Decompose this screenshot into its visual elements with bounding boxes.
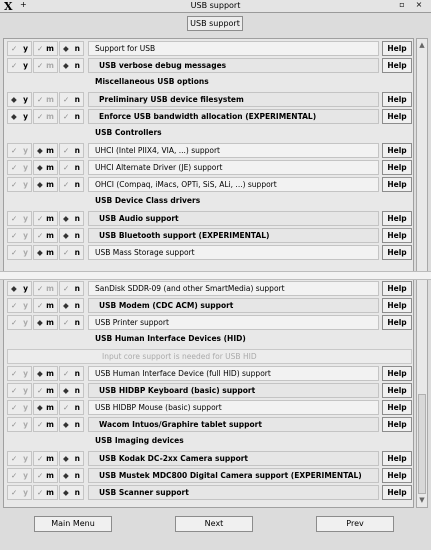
tristate-n-label: n (74, 454, 80, 463)
next-button[interactable]: Next (175, 516, 253, 532)
tear-separator (0, 271, 431, 280)
option-label-text: USB Scanner support (99, 488, 189, 497)
help-button[interactable]: Help (382, 228, 412, 243)
option-row (4, 348, 413, 365)
option-label (88, 211, 379, 226)
tristate-n-radio[interactable] (59, 92, 84, 107)
tristate-m-radio[interactable] (33, 315, 58, 330)
close-icon[interactable]: × (415, 0, 423, 9)
check-icon: ✓ (37, 61, 44, 70)
tristate-n-radio[interactable] (59, 451, 84, 466)
tristate-y-label: y (23, 369, 28, 378)
check-icon: ✓ (37, 284, 44, 293)
option-label (88, 315, 379, 330)
check-icon: ✓ (11, 318, 18, 327)
check-icon: ✓ (37, 231, 44, 240)
tristate-n-radio[interactable] (59, 177, 84, 192)
tristate-m-label: m (46, 386, 54, 395)
tristate-m-label: m (46, 146, 54, 155)
tristate-m-radio[interactable] (33, 468, 58, 483)
tristate-n-label: n (74, 403, 80, 412)
help-button[interactable]: Help (382, 298, 412, 313)
main-menu-button[interactable]: Main Menu (34, 516, 112, 532)
tristate-m-label: m (46, 284, 54, 293)
option-row (4, 244, 413, 261)
tristate-n-radio[interactable] (59, 400, 84, 415)
option-row (4, 399, 413, 416)
tristate-m-radio[interactable] (33, 485, 58, 500)
tristate-n-label: n (74, 231, 80, 240)
check-icon: ✓ (37, 112, 44, 121)
tristate-m-radio (33, 58, 58, 73)
tristate-n-label: n (74, 146, 80, 155)
option-label-text: UHCI (Intel PIIX4, VIA, ...) support (95, 146, 220, 155)
tristate-m-radio (33, 92, 58, 107)
option-label-text: Support for USB (95, 44, 156, 53)
diamond-filled-icon: ◆ (11, 95, 17, 104)
tristate-m-label: m (46, 369, 54, 378)
tristate-m-radio[interactable] (33, 41, 58, 56)
tristate-n-label: n (74, 214, 80, 223)
option-row (4, 40, 413, 57)
option-row (4, 159, 413, 176)
x-logo-icon[interactable]: X (4, 0, 13, 13)
check-icon: ✓ (11, 454, 18, 463)
check-icon: ✓ (63, 284, 70, 293)
tristate-m-label: m (46, 454, 54, 463)
tristate-n-radio[interactable] (59, 281, 84, 296)
tristate-n-label: n (74, 61, 80, 70)
option-label (88, 298, 379, 313)
option-row (4, 142, 413, 159)
option-label (88, 58, 379, 73)
option-label-text: USB Printer support (95, 318, 169, 327)
tristate-m-label: m (46, 61, 54, 70)
pin-icon[interactable]: + (20, 0, 27, 9)
option-label-text: USB verbose debug messages (99, 61, 227, 70)
tristate-n-radio[interactable] (59, 417, 84, 432)
section-heading[interactable] (7, 126, 379, 141)
tristate-y-label: y (23, 454, 28, 463)
check-icon: ✓ (11, 369, 18, 378)
tristate-m-radio[interactable] (33, 143, 58, 158)
diamond-filled-icon: ◆ (37, 403, 43, 412)
tristate-m-radio[interactable] (33, 366, 58, 381)
diamond-filled-icon: ◆ (37, 163, 43, 172)
check-icon: ✓ (11, 420, 18, 429)
section-heading-text: USB Controllers (95, 128, 162, 137)
option-row (4, 280, 413, 297)
option-label (88, 451, 379, 466)
help-button[interactable]: Help (382, 211, 412, 226)
check-icon: ✓ (37, 386, 44, 395)
tristate-y-radio (7, 383, 32, 398)
help-button[interactable]: Help (382, 41, 412, 56)
tristate-n-label: n (74, 318, 80, 327)
tristate-m-radio[interactable] (33, 298, 58, 313)
diamond-filled-icon: ◆ (63, 454, 69, 463)
tristate-y-label: y (23, 248, 28, 257)
tristate-n-radio[interactable] (59, 383, 84, 398)
tristate-y-radio (7, 160, 32, 175)
diamond-filled-icon: ◆ (63, 231, 69, 240)
tristate-y-radio (7, 143, 32, 158)
minimize-icon[interactable]: ▫ (399, 0, 405, 9)
check-icon: ✓ (63, 403, 70, 412)
diamond-filled-icon: ◆ (37, 180, 43, 189)
tristate-m-radio[interactable] (33, 228, 58, 243)
tristate-y-label: y (23, 95, 28, 104)
tristate-m-radio[interactable] (33, 160, 58, 175)
option-label (88, 383, 379, 398)
option-label-text: OHCI (Compaq, iMacs, OPTi, SiS, ALi, ...) support (95, 180, 277, 189)
tristate-m-label: m (46, 471, 54, 480)
tristate-m-label: m (46, 318, 54, 327)
check-icon: ✓ (11, 471, 18, 480)
help-button[interactable]: Help (382, 451, 412, 466)
help-button[interactable]: Help (382, 400, 412, 415)
option-label (88, 41, 379, 56)
check-icon: ✓ (11, 180, 18, 189)
check-icon: ✓ (37, 488, 44, 497)
tristate-n-radio[interactable] (59, 298, 84, 313)
tristate-m-label: m (46, 488, 54, 497)
option-label-text: USB Mass Storage support (95, 248, 195, 257)
check-icon: ✓ (11, 301, 18, 310)
help-button[interactable]: Help (382, 160, 412, 175)
help-button[interactable]: Help (382, 143, 412, 158)
option-row (4, 108, 413, 125)
option-label-text: USB Bluetooth support (EXPERIMENTAL) (99, 231, 270, 240)
option-label-text: Preliminary USB device filesystem (99, 95, 244, 104)
tristate-y-radio (7, 485, 32, 500)
section-heading-text: USB Device Class drivers (95, 196, 201, 205)
tristate-y-radio (7, 228, 32, 243)
tristate-m-label: m (46, 112, 54, 121)
check-icon: ✓ (37, 44, 44, 53)
option-row (4, 91, 413, 108)
option-label-text: USB Modem (CDC ACM) support (99, 301, 234, 310)
option-label (88, 281, 379, 296)
check-icon: ✓ (63, 146, 70, 155)
disabled-note (7, 349, 412, 364)
tristate-y-radio (7, 417, 32, 432)
tristate-n-label: n (74, 471, 80, 480)
help-button[interactable]: Help (382, 92, 412, 107)
option-label-text: USB HIDBP Mouse (basic) support (95, 403, 222, 412)
tristate-y-label: y (23, 231, 28, 240)
check-icon: ✓ (37, 471, 44, 480)
tristate-m-label: m (46, 403, 54, 412)
tristate-m-radio[interactable] (33, 451, 58, 466)
tristate-m-radio[interactable] (33, 383, 58, 398)
diamond-filled-icon: ◆ (63, 488, 69, 497)
check-icon: ✓ (11, 488, 18, 497)
tristate-y-label: y (23, 403, 28, 412)
tristate-n-label: n (74, 95, 80, 104)
title-bar (0, 0, 431, 13)
check-icon: ✓ (63, 112, 70, 121)
tristate-n-label: n (74, 180, 80, 189)
section-heading[interactable] (7, 194, 379, 209)
tristate-n-label: n (74, 248, 80, 257)
option-label (88, 400, 379, 415)
scroll-thumb[interactable] (418, 394, 426, 494)
tristate-n-radio[interactable] (59, 485, 84, 500)
tristate-y-label: y (23, 180, 28, 189)
tristate-n-label: n (74, 386, 80, 395)
tristate-y-radio[interactable] (7, 41, 32, 56)
diamond-filled-icon: ◆ (37, 248, 43, 257)
tristate-n-radio[interactable] (59, 41, 84, 56)
check-icon: ✓ (63, 163, 70, 172)
option-row (4, 297, 413, 314)
tristate-y-radio[interactable] (7, 58, 32, 73)
tristate-y-label: y (23, 112, 28, 121)
help-button[interactable]: Help (382, 58, 412, 73)
option-label (88, 485, 379, 500)
check-icon: ✓ (11, 248, 18, 257)
window-title: USB support (190, 1, 241, 10)
tristate-y-label: y (23, 420, 28, 429)
tristate-m-radio (33, 109, 58, 124)
tristate-n-radio[interactable] (59, 211, 84, 226)
option-row (4, 176, 413, 193)
check-icon: ✓ (11, 386, 18, 395)
tristate-n-radio[interactable] (59, 143, 84, 158)
help-button[interactable]: Help (382, 417, 412, 432)
tristate-y-radio (7, 451, 32, 466)
tristate-y-radio (7, 211, 32, 226)
tristate-y-label: y (23, 301, 28, 310)
option-label (88, 160, 379, 175)
option-label-text: UHCI Alternate Driver (JE) support (95, 163, 223, 172)
option-label-text: USB HIDBP Keyboard (basic) support (99, 386, 256, 395)
check-icon: ✓ (63, 318, 70, 327)
scroll-up-icon[interactable]: ▲ (419, 41, 425, 49)
tristate-n-radio[interactable] (59, 366, 84, 381)
tristate-m-label: m (46, 180, 54, 189)
tristate-n-radio[interactable] (59, 228, 84, 243)
help-button[interactable]: Help (382, 109, 412, 124)
help-button[interactable]: Help (382, 468, 412, 483)
tristate-m-label: m (46, 44, 54, 53)
tristate-y-radio (7, 366, 32, 381)
option-row (4, 416, 413, 433)
tristate-y-radio (7, 468, 32, 483)
section-heading[interactable] (7, 434, 379, 449)
option-label (88, 143, 379, 158)
diamond-filled-icon: ◆ (63, 420, 69, 429)
tristate-n-radio[interactable] (59, 245, 84, 260)
tristate-y-radio (7, 400, 32, 415)
tristate-m-radio (33, 281, 58, 296)
diamond-filled-icon: ◆ (11, 112, 17, 121)
tristate-n-label: n (74, 420, 80, 429)
tristate-m-radio[interactable] (33, 400, 58, 415)
tristate-y-label: y (23, 284, 28, 293)
option-label (88, 177, 379, 192)
tristate-y-label: y (23, 318, 28, 327)
check-icon: ✓ (37, 301, 44, 310)
option-row (4, 57, 413, 74)
diamond-filled-icon: ◆ (63, 214, 69, 223)
tristate-y-radio (7, 177, 32, 192)
check-icon: ✓ (63, 369, 70, 378)
tristate-n-label: n (74, 163, 80, 172)
tristate-y-label: y (23, 488, 28, 497)
tristate-n-radio[interactable] (59, 315, 84, 330)
tristate-n-label: n (74, 112, 80, 121)
diamond-filled-icon: ◆ (63, 471, 69, 480)
menu-row (4, 74, 413, 91)
option-row (4, 467, 413, 484)
tristate-m-label: m (46, 420, 54, 429)
option-row (4, 450, 413, 467)
help-button[interactable]: Help (382, 366, 412, 381)
tristate-y-label: y (23, 214, 28, 223)
option-label (88, 92, 379, 107)
option-label (88, 468, 379, 483)
tristate-m-radio[interactable] (33, 211, 58, 226)
diamond-filled-icon: ◆ (37, 318, 43, 327)
tristate-m-radio[interactable] (33, 177, 58, 192)
option-label-text: SanDisk SDDR-09 (and other SmartMedia) support (95, 284, 285, 293)
check-icon: ✓ (11, 163, 18, 172)
option-label-text: USB Mustek MDC800 Digital Camera support (EXPERIMENTAL) (99, 471, 362, 480)
check-icon: ✓ (63, 95, 70, 104)
option-label-text: USB Human Interface Device (full HID) support (95, 369, 271, 378)
option-row (4, 365, 413, 382)
check-icon: ✓ (37, 95, 44, 104)
check-icon: ✓ (11, 61, 18, 70)
option-row (4, 314, 413, 331)
option-label (88, 228, 379, 243)
menu-row (4, 125, 413, 142)
check-icon: ✓ (11, 214, 18, 223)
scroll-down-icon[interactable]: ▼ (419, 496, 425, 504)
check-icon: ✓ (11, 146, 18, 155)
help-button[interactable]: Help (382, 383, 412, 398)
check-icon: ✓ (63, 248, 70, 257)
option-row (4, 382, 413, 399)
tristate-m-radio[interactable] (33, 245, 58, 260)
tristate-y-label: y (23, 146, 28, 155)
tristate-y-radio (7, 245, 32, 260)
menu-row (4, 193, 413, 210)
diamond-filled-icon: ◆ (63, 301, 69, 310)
tristate-n-radio[interactable] (59, 468, 84, 483)
tristate-n-label: n (74, 369, 80, 378)
disabled-note-text: Input core support is needed for USB HID (102, 352, 257, 361)
check-icon: ✓ (11, 403, 18, 412)
check-icon: ✓ (11, 44, 18, 53)
option-label-text: Wacom Intuos/Graphire tablet support (99, 420, 262, 429)
help-button[interactable]: Help (382, 245, 412, 260)
help-button[interactable]: Help (382, 315, 412, 330)
check-icon: ✓ (37, 420, 44, 429)
tristate-y-radio (7, 298, 32, 313)
tristate-m-label: m (46, 301, 54, 310)
diamond-filled-icon: ◆ (37, 369, 43, 378)
section-heading-text: USB Human Interface Devices (HID) (95, 334, 246, 343)
option-label-text: USB Kodak DC-2xx Camera support (99, 454, 249, 463)
section-heading-text: Miscellaneous USB options (95, 77, 209, 86)
check-icon: ✓ (63, 180, 70, 189)
diamond-filled-icon: ◆ (63, 386, 69, 395)
tristate-n-label: n (74, 284, 80, 293)
tristate-y-radio[interactable] (7, 109, 32, 124)
diamond-filled-icon: ◆ (63, 44, 69, 53)
tristate-m-label: m (46, 214, 54, 223)
tristate-m-radio[interactable] (33, 417, 58, 432)
tristate-y-label: y (23, 386, 28, 395)
menu-row (4, 331, 413, 348)
tristate-y-label: y (23, 471, 28, 480)
tristate-y-radio (7, 315, 32, 330)
help-button[interactable]: Help (382, 177, 412, 192)
option-label (88, 366, 379, 381)
tristate-m-label: m (46, 95, 54, 104)
tristate-y-radio[interactable] (7, 281, 32, 296)
help-button[interactable]: Help (382, 281, 412, 296)
tristate-n-label: n (74, 301, 80, 310)
tristate-y-label: y (23, 44, 28, 53)
prev-button[interactable]: Prev (316, 516, 394, 532)
option-row (4, 210, 413, 227)
tristate-n-radio[interactable] (59, 160, 84, 175)
tristate-n-label: n (74, 488, 80, 497)
tristate-n-radio[interactable] (59, 58, 84, 73)
section-heading[interactable] (7, 75, 379, 90)
section-heading-text: USB Imaging devices (95, 436, 184, 445)
usb-support-button[interactable]: USB support (187, 16, 243, 31)
tristate-y-label: y (23, 163, 28, 172)
menu-row (4, 433, 413, 450)
diamond-filled-icon: ◆ (11, 284, 17, 293)
diamond-filled-icon: ◆ (37, 146, 43, 155)
tristate-m-label: m (46, 163, 54, 172)
option-label (88, 245, 379, 260)
tristate-n-label: n (74, 44, 80, 53)
option-label (88, 109, 379, 124)
tristate-y-label: y (23, 61, 28, 70)
tristate-m-label: m (46, 248, 54, 257)
section-heading[interactable] (7, 332, 379, 347)
option-label-text: Enforce USB bandwidth allocation (EXPERIMENTAL) (99, 112, 317, 121)
check-icon: ✓ (37, 454, 44, 463)
help-button[interactable]: Help (382, 485, 412, 500)
option-row (4, 484, 413, 501)
diamond-filled-icon: ◆ (63, 61, 69, 70)
tristate-m-label: m (46, 231, 54, 240)
check-icon: ✓ (11, 231, 18, 240)
option-row (4, 227, 413, 244)
option-label-text: USB Audio support (99, 214, 179, 223)
tristate-n-radio[interactable] (59, 109, 84, 124)
check-icon: ✓ (37, 214, 44, 223)
tristate-y-radio[interactable] (7, 92, 32, 107)
option-label (88, 417, 379, 432)
